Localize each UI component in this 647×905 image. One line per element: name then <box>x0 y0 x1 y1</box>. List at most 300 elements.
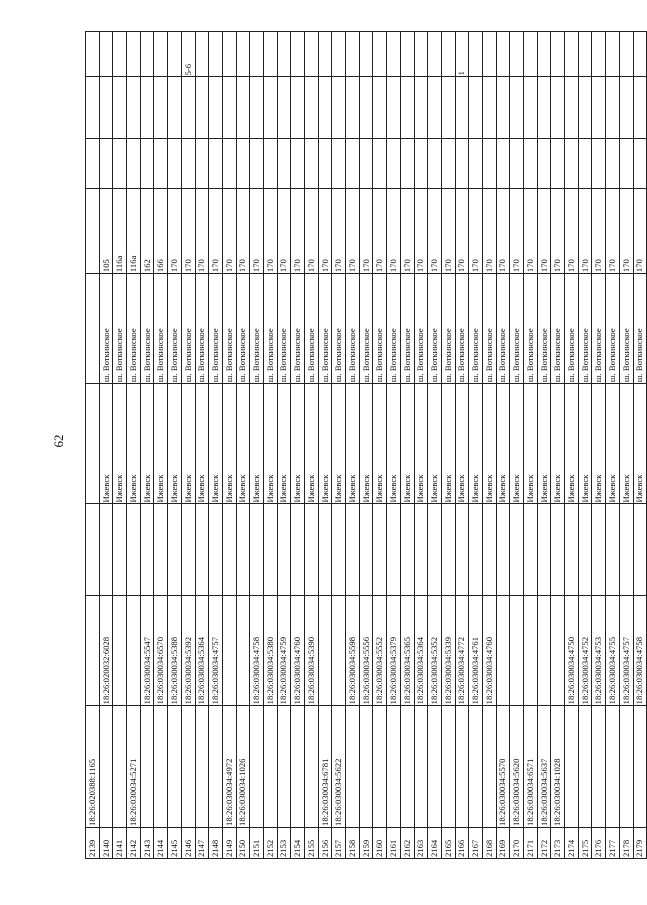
cell-building-part <box>263 139 277 188</box>
cell-house-number: 170 <box>469 188 483 273</box>
cell-building-part <box>537 139 551 188</box>
cell-room <box>592 77 606 139</box>
table-row <box>400 32 414 859</box>
cell-house-number: 170 <box>455 188 469 273</box>
cell-room <box>99 77 113 139</box>
cell-unit-number <box>318 504 332 596</box>
cell-building-number <box>127 596 141 706</box>
cell-building-part <box>236 139 250 188</box>
table-row <box>277 32 291 859</box>
cell-building-part <box>414 139 428 188</box>
cell-parcel-number <box>414 706 428 828</box>
cell-apartment <box>414 32 428 77</box>
cell-settlement: Ижевск <box>291 384 305 504</box>
cell-row-number: 2168 <box>482 827 496 858</box>
cell-row-number: 2156 <box>318 827 332 858</box>
cell-building-number: 18:26:020032:6028 <box>99 596 113 706</box>
cell-apartment <box>291 32 305 77</box>
table-row <box>578 32 592 859</box>
cell-settlement: Ижевск <box>359 384 373 504</box>
cell-building-number: 18:26:030034:5364 <box>195 596 209 706</box>
table-row <box>181 32 195 859</box>
cell-row-number: 2169 <box>496 827 510 858</box>
cell-parcel-number <box>168 706 182 828</box>
cell-room <box>482 77 496 139</box>
cell-parcel-number <box>578 706 592 828</box>
cell-settlement: Ижевск <box>455 384 469 504</box>
cell-unit-number <box>551 504 565 596</box>
cell-unit-number <box>469 504 483 596</box>
cell-unit-number <box>250 504 264 596</box>
cell-building-number: 18:26:030034:4757 <box>209 596 223 706</box>
cell-unit-number <box>346 504 360 596</box>
cell-street: ш. Воткинское <box>277 274 291 384</box>
cell-apartment <box>99 32 113 77</box>
cell-settlement: Ижевск <box>414 384 428 504</box>
cell-building-number: 18:26:030034:4759 <box>277 596 291 706</box>
table-row <box>441 32 455 859</box>
cell-settlement: Ижевск <box>154 384 168 504</box>
cell-apartment <box>113 32 127 77</box>
cell-parcel-number <box>277 706 291 828</box>
cell-building-number: 18:26:030034:5390 <box>305 596 319 706</box>
cell-settlement: Ижевск <box>140 384 154 504</box>
cell-parcel-number <box>181 706 195 828</box>
cell-settlement: Ижевск <box>592 384 606 504</box>
cell-apartment <box>86 32 100 77</box>
cell-street <box>86 274 100 384</box>
cell-unit-number <box>633 504 647 596</box>
cell-room <box>113 77 127 139</box>
cell-parcel-number <box>441 706 455 828</box>
cell-street: ш. Воткинское <box>551 274 565 384</box>
cell-unit-number <box>400 504 414 596</box>
cell-parcel-number: 18:26:020388:1165 <box>86 706 100 828</box>
cell-building-part <box>181 139 195 188</box>
cell-unit-number <box>154 504 168 596</box>
cell-unit-number <box>387 504 401 596</box>
table-row <box>346 32 360 859</box>
cell-parcel-number: 18:26:030034:6571 <box>524 706 538 828</box>
cell-row-number: 2178 <box>619 827 633 858</box>
cell-building-part <box>387 139 401 188</box>
cell-unit-number <box>291 504 305 596</box>
cell-house-number: 170 <box>551 188 565 273</box>
cell-building-part <box>400 139 414 188</box>
table-row <box>305 32 319 859</box>
cell-street: ш. Воткинское <box>250 274 264 384</box>
cell-room <box>346 77 360 139</box>
cell-settlement: Ижевск <box>633 384 647 504</box>
cell-unit-number <box>332 504 346 596</box>
cell-street: ш. Воткинское <box>113 274 127 384</box>
table-row <box>318 32 332 859</box>
cell-settlement: Ижевск <box>551 384 565 504</box>
cell-unit-number <box>236 504 250 596</box>
cell-unit-number <box>140 504 154 596</box>
cell-settlement: Ижевск <box>524 384 538 504</box>
registry-table <box>85 31 647 859</box>
cell-house-number: 170 <box>428 188 442 273</box>
cell-building-part <box>222 139 236 188</box>
cell-row-number: 2164 <box>428 827 442 858</box>
cell-unit-number <box>524 504 538 596</box>
cell-apartment <box>441 32 455 77</box>
cell-settlement: Ижевск <box>332 384 346 504</box>
table-row <box>250 32 264 859</box>
table-row <box>633 32 647 859</box>
cell-apartment <box>236 32 250 77</box>
cell-settlement: Ижевск <box>606 384 620 504</box>
cell-apartment <box>524 32 538 77</box>
cell-unit-number <box>373 504 387 596</box>
cell-parcel-number: 18:26:030034:5620 <box>510 706 524 828</box>
cell-settlement: Ижевск <box>469 384 483 504</box>
cell-house-number: 170 <box>181 188 195 273</box>
cell-building-part <box>127 139 141 188</box>
cell-building-number <box>537 596 551 706</box>
cell-room <box>250 77 264 139</box>
cell-street: ш. Воткинское <box>168 274 182 384</box>
cell-parcel-number <box>469 706 483 828</box>
cell-room <box>578 77 592 139</box>
cell-parcel-number <box>113 706 127 828</box>
cell-apartment <box>318 32 332 77</box>
cell-row-number: 2162 <box>400 827 414 858</box>
cell-row-number: 2160 <box>373 827 387 858</box>
cell-row-number: 2166 <box>455 827 469 858</box>
cell-apartment <box>222 32 236 77</box>
cell-street: ш. Воткинское <box>482 274 496 384</box>
cell-street: ш. Воткинское <box>565 274 579 384</box>
cell-street: ш. Воткинское <box>195 274 209 384</box>
cell-apartment <box>127 32 141 77</box>
cell-settlement: Ижевск <box>250 384 264 504</box>
cell-building-number <box>86 596 100 706</box>
cell-unit-number <box>414 504 428 596</box>
cell-building-number <box>318 596 332 706</box>
cell-room <box>277 77 291 139</box>
cell-row-number: 2155 <box>305 827 319 858</box>
cell-house-number: 170 <box>318 188 332 273</box>
cell-row-number: 2175 <box>578 827 592 858</box>
cell-apartment <box>359 32 373 77</box>
cell-apartment <box>195 32 209 77</box>
cell-house-number: 170 <box>606 188 620 273</box>
cell-room <box>222 77 236 139</box>
cell-building-part <box>592 139 606 188</box>
cell-building-number <box>496 596 510 706</box>
cell-parcel-number <box>140 706 154 828</box>
cell-street: ш. Воткинское <box>291 274 305 384</box>
cell-house-number: 170 <box>537 188 551 273</box>
cell-house-number: 170 <box>510 188 524 273</box>
cell-parcel-number: 18:26:030034:6781 <box>318 706 332 828</box>
cell-room <box>291 77 305 139</box>
cell-room <box>168 77 182 139</box>
table-row <box>127 32 141 859</box>
cell-house-number: 170 <box>441 188 455 273</box>
cell-unit-number <box>168 504 182 596</box>
cell-settlement: Ижевск <box>496 384 510 504</box>
cell-building-number: 18:26:030034:4760 <box>482 596 496 706</box>
cell-house-number: 170 <box>305 188 319 273</box>
cell-street: ш. Воткинское <box>619 274 633 384</box>
cell-building-number: 18:26:030034:5364 <box>414 596 428 706</box>
cell-apartment: 5-6 <box>181 32 195 77</box>
cell-unit-number <box>277 504 291 596</box>
cell-room <box>359 77 373 139</box>
cell-building-part <box>510 139 524 188</box>
cell-street: ш. Воткинское <box>578 274 592 384</box>
cell-street: ш. Воткинское <box>606 274 620 384</box>
cell-row-number: 2143 <box>140 827 154 858</box>
cell-parcel-number <box>305 706 319 828</box>
cell-street: ш. Воткинское <box>209 274 223 384</box>
cell-house-number: 116а <box>113 188 127 273</box>
cell-room <box>496 77 510 139</box>
cell-apartment <box>428 32 442 77</box>
cell-room <box>318 77 332 139</box>
cell-house-number: 170 <box>346 188 360 273</box>
cell-house-number: 116а <box>127 188 141 273</box>
cell-unit-number <box>181 504 195 596</box>
cell-apartment <box>263 32 277 77</box>
cell-unit-number <box>263 504 277 596</box>
cell-parcel-number <box>263 706 277 828</box>
cell-street: ш. Воткинское <box>469 274 483 384</box>
cell-apartment <box>606 32 620 77</box>
cell-parcel-number <box>291 706 305 828</box>
cell-house-number: 170 <box>633 188 647 273</box>
cell-settlement: Ижевск <box>346 384 360 504</box>
cell-house-number: 170 <box>592 188 606 273</box>
cell-row-number: 2154 <box>291 827 305 858</box>
cell-house-number: 162 <box>140 188 154 273</box>
cell-room <box>209 77 223 139</box>
cell-room <box>537 77 551 139</box>
cell-street: ш. Воткинское <box>524 274 538 384</box>
cell-row-number: 2146 <box>181 827 195 858</box>
cell-building-number: 18:26:030034:6570 <box>154 596 168 706</box>
cell-apartment <box>277 32 291 77</box>
cell-building-number <box>222 596 236 706</box>
cell-settlement: Ижевск <box>277 384 291 504</box>
cell-settlement: Ижевск <box>441 384 455 504</box>
cell-street: ш. Воткинское <box>441 274 455 384</box>
cell-building-part <box>524 139 538 188</box>
cell-building-part <box>455 139 469 188</box>
table-row <box>222 32 236 859</box>
table-row <box>414 32 428 859</box>
cell-row-number: 2179 <box>633 827 647 858</box>
table-row <box>332 32 346 859</box>
cell-settlement: Ижевск <box>619 384 633 504</box>
cell-street: ш. Воткинское <box>263 274 277 384</box>
cell-building-number: 18:26:030034:4752 <box>578 596 592 706</box>
cell-street: ш. Воткинское <box>222 274 236 384</box>
cell-row-number: 2173 <box>551 827 565 858</box>
cell-apartment <box>332 32 346 77</box>
cell-apartment: 1 <box>455 32 469 77</box>
cell-street: ш. Воткинское <box>496 274 510 384</box>
cell-street: ш. Воткинское <box>455 274 469 384</box>
cell-unit-number <box>510 504 524 596</box>
table-row <box>496 32 510 859</box>
table-row <box>373 32 387 859</box>
cell-house-number: 170 <box>359 188 373 273</box>
cell-settlement: Ижевск <box>537 384 551 504</box>
cell-house-number: 170 <box>373 188 387 273</box>
cell-row-number: 2151 <box>250 827 264 858</box>
cell-house-number: 170 <box>387 188 401 273</box>
cell-building-part <box>168 139 182 188</box>
cell-apartment <box>619 32 633 77</box>
cell-parcel-number <box>373 706 387 828</box>
cell-room <box>305 77 319 139</box>
cell-settlement: Ижевск <box>222 384 236 504</box>
cell-unit-number <box>619 504 633 596</box>
cell-row-number: 2163 <box>414 827 428 858</box>
cell-house-number: 170 <box>332 188 346 273</box>
cell-unit-number <box>127 504 141 596</box>
cell-apartment <box>209 32 223 77</box>
cell-building-number <box>524 596 538 706</box>
cell-building-number <box>236 596 250 706</box>
cell-house-number: 170 <box>263 188 277 273</box>
cell-parcel-number: 18:26:030034:5570 <box>496 706 510 828</box>
cell-street: ш. Воткинское <box>236 274 250 384</box>
cell-street: ш. Воткинское <box>99 274 113 384</box>
cell-apartment <box>510 32 524 77</box>
cell-apartment <box>387 32 401 77</box>
cell-apartment <box>578 32 592 77</box>
cell-unit-number <box>565 504 579 596</box>
cell-building-number: 18:26:030034:4755 <box>606 596 620 706</box>
cell-street: ш. Воткинское <box>154 274 168 384</box>
cell-settlement: Ижевск <box>127 384 141 504</box>
cell-building-part <box>195 139 209 188</box>
table-row <box>236 32 250 859</box>
cell-street: ш. Воткинское <box>318 274 332 384</box>
cell-settlement: Ижевск <box>373 384 387 504</box>
table-row <box>469 32 483 859</box>
cell-apartment <box>496 32 510 77</box>
cell-settlement: Ижевск <box>482 384 496 504</box>
cell-street: ш. Воткинское <box>373 274 387 384</box>
cell-unit-number <box>113 504 127 596</box>
cell-house-number: 170 <box>209 188 223 273</box>
cell-apartment <box>140 32 154 77</box>
cell-row-number: 2172 <box>537 827 551 858</box>
cell-house-number: 170 <box>195 188 209 273</box>
cell-parcel-number <box>195 706 209 828</box>
table-row <box>99 32 113 859</box>
cell-apartment <box>154 32 168 77</box>
cell-settlement: Ижевск <box>236 384 250 504</box>
cell-row-number: 2176 <box>592 827 606 858</box>
cell-apartment <box>250 32 264 77</box>
table-row <box>86 32 100 859</box>
cell-apartment <box>592 32 606 77</box>
cell-row-number: 2153 <box>277 827 291 858</box>
cell-row-number: 2170 <box>510 827 524 858</box>
cell-building-part <box>99 139 113 188</box>
cell-house-number: 166 <box>154 188 168 273</box>
table-row <box>565 32 579 859</box>
cell-apartment <box>168 32 182 77</box>
cell-settlement: Ижевск <box>510 384 524 504</box>
table-row <box>140 32 154 859</box>
cell-room <box>619 77 633 139</box>
cell-settlement: Ижевск <box>99 384 113 504</box>
cell-building-number: 18:26:030034:4760 <box>291 596 305 706</box>
cell-row-number: 2145 <box>168 827 182 858</box>
cell-unit-number <box>578 504 592 596</box>
cell-row-number: 2165 <box>441 827 455 858</box>
cell-row-number: 2142 <box>127 827 141 858</box>
cell-settlement: Ижевск <box>263 384 277 504</box>
cell-street: ш. Воткинское <box>510 274 524 384</box>
cell-house-number: 170 <box>496 188 510 273</box>
table-row <box>455 32 469 859</box>
cell-unit-number <box>209 504 223 596</box>
cell-room <box>606 77 620 139</box>
cell-building-part <box>441 139 455 188</box>
cell-house-number: 105 <box>99 188 113 273</box>
table-row <box>619 32 633 859</box>
cell-room <box>455 77 469 139</box>
cell-building-number: 18:26:030034:4750 <box>565 596 579 706</box>
cell-parcel-number <box>619 706 633 828</box>
cell-street: ш. Воткинское <box>346 274 360 384</box>
cell-house-number: 170 <box>414 188 428 273</box>
cell-room <box>373 77 387 139</box>
cell-building-number: 18:26:030034:4758 <box>633 596 647 706</box>
cell-row-number: 2161 <box>387 827 401 858</box>
cell-row-number: 2152 <box>263 827 277 858</box>
cell-street: ш. Воткинское <box>181 274 195 384</box>
cell-parcel-number <box>606 706 620 828</box>
cell-building-number: 18:26:030034:5379 <box>387 596 401 706</box>
cell-unit-number <box>441 504 455 596</box>
table-row <box>195 32 209 859</box>
cell-row-number: 2144 <box>154 827 168 858</box>
cell-street: ш. Воткинское <box>414 274 428 384</box>
cell-unit-number <box>606 504 620 596</box>
cell-parcel-number <box>359 706 373 828</box>
cell-settlement: Ижевск <box>387 384 401 504</box>
cell-building-part <box>482 139 496 188</box>
cell-row-number: 2158 <box>346 827 360 858</box>
cell-street: ш. Воткинское <box>400 274 414 384</box>
cell-unit-number <box>455 504 469 596</box>
cell-parcel-number <box>400 706 414 828</box>
cell-house-number: 170 <box>222 188 236 273</box>
cell-house-number: 170 <box>524 188 538 273</box>
cell-room <box>469 77 483 139</box>
cell-apartment <box>633 32 647 77</box>
cell-building-number: 18:26:030034:4761 <box>469 596 483 706</box>
cell-building-number: 18:26:030034:5352 <box>428 596 442 706</box>
cell-room <box>400 77 414 139</box>
cell-building-part <box>469 139 483 188</box>
cell-parcel-number: 18:26:030034:1028 <box>551 706 565 828</box>
cell-building-number: 18:26:030034:4772 <box>455 596 469 706</box>
cell-unit-number <box>482 504 496 596</box>
cell-parcel-number <box>250 706 264 828</box>
cell-row-number: 2157 <box>332 827 346 858</box>
